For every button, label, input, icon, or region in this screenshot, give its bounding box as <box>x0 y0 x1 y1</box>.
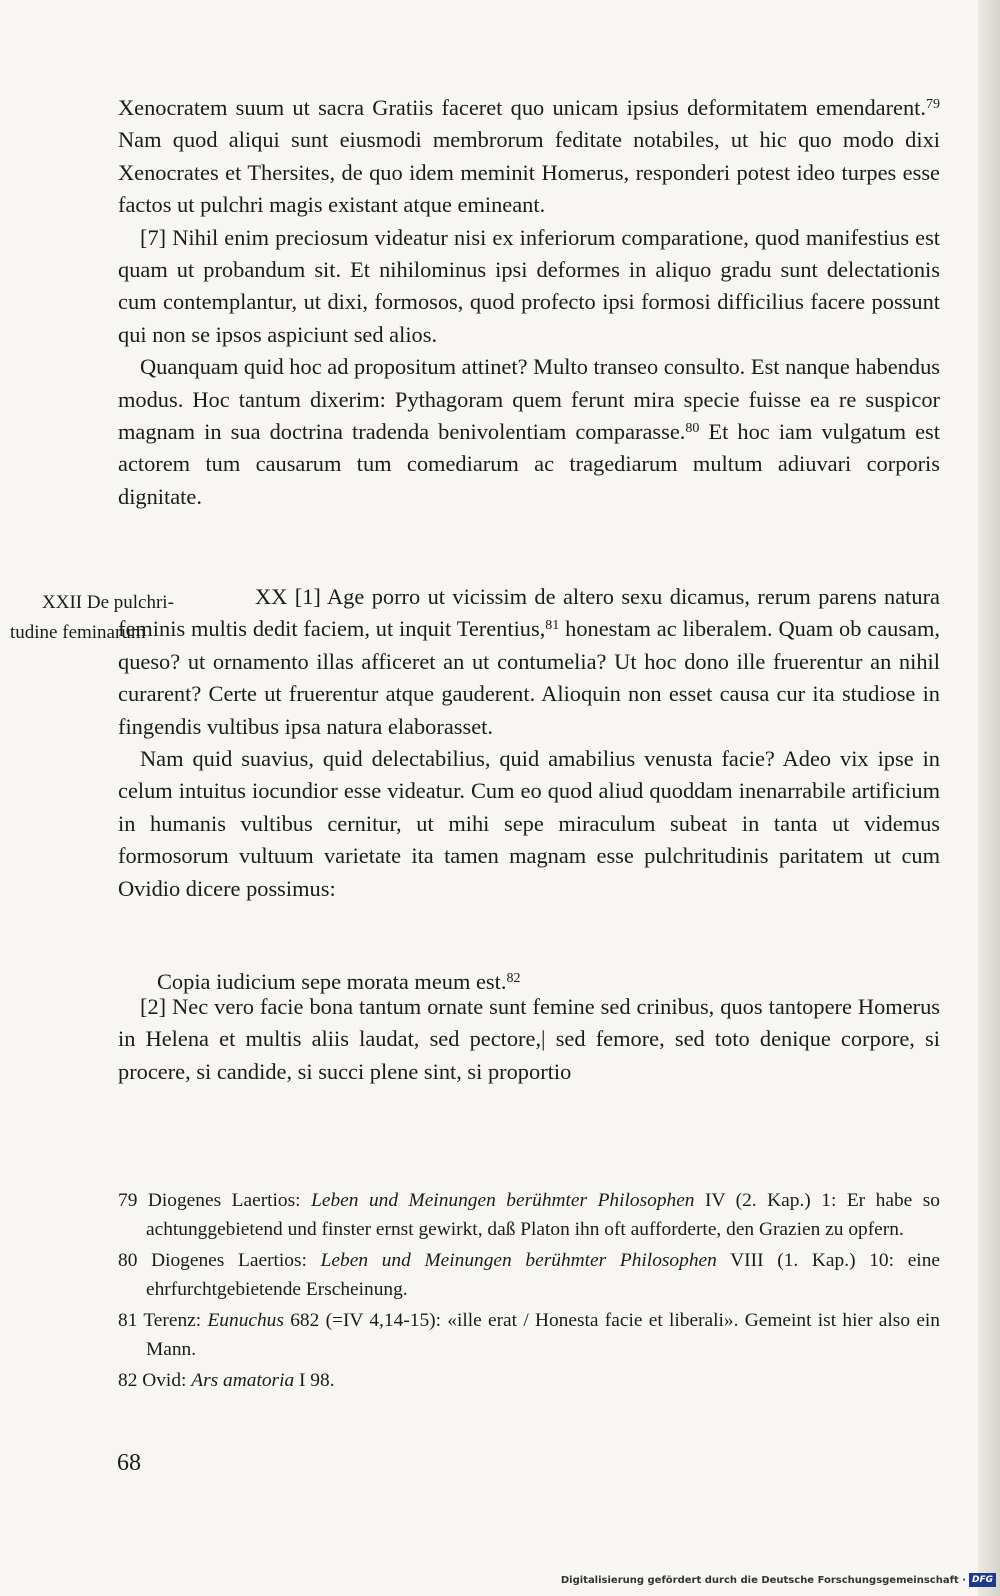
footnote-text: Diogenes Laertios: <box>137 1250 321 1271</box>
main-text-block-3 <box>118 991 940 1088</box>
verse-text: Copia iudicium sepe morata meum est. <box>157 969 507 994</box>
footnote <box>118 1366 940 1395</box>
footnote-number: 80 <box>118 1250 138 1271</box>
footnote-text: 682 (=IV 4,14-15): «ille erat / Honesta facie et liberali». Gemeint ist hier also ein Mann. <box>146 1310 941 1360</box>
work-title: Ars amatoria <box>191 1370 295 1391</box>
page-number: 68 <box>117 1450 141 1476</box>
paragraph <box>118 92 940 222</box>
digitization-credit: Digitalisierung gefördert durch die Deutsche Forschungsgemeinschaft · <box>560 1575 966 1586</box>
paragraph-text: [2] Nec vero facie bona tantum ornate sunt femine sed crinibus, quos tantopere Homerus in Helena et multis aliis laudat, sed pectore,| sed femore, sed toto denique corpore, si procere, si candide, si succi plene sint, si proportio <box>118 994 940 1084</box>
footnote-number: 79 <box>118 1190 138 1211</box>
footnote <box>118 1306 940 1364</box>
margin-note-line-1: XXII De pulchri- <box>42 592 174 613</box>
paragraph <box>118 222 940 352</box>
paragraph-text: honestam ac liberalem. Quam ob causam, queso? ut ornamento illas afficeret an ut contumelia? Ut hoc dono ille fruerentur an nihil curarent? Certe ut fruerentur atque gauderent. Alioquin non esset causa cur ita studiose in fingendis vultibus ipsa natura elaborasset. <box>118 616 940 739</box>
footnote-ref: 81 <box>545 618 560 634</box>
work-title: Eunuchus <box>207 1310 284 1331</box>
footnote-text: IV (2. Kap.) 1: Er habe so achtunggebietend und finster ernst gewirkt, daß Platon ihn oft aufforderte, den Grazien zu opfern. <box>146 1190 940 1240</box>
paragraph <box>118 991 940 1088</box>
paragraph <box>118 351 940 513</box>
footnote <box>118 1246 940 1304</box>
paragraph <box>118 581 940 743</box>
footnote-text: Ovid: <box>137 1370 192 1391</box>
paragraph-text: [7] Nihil enim preciosum videatur nisi ex inferiorum comparatione, quod manifestius est quam ut probandum sit. Et nihilominus ipsi deformes in aliquo gradu sunt delectationis cum contemplantur, ut dixi, formosos, quod profecto ipsi formosi difficilius facere possunt qui non se ipsos aspiciunt sed alios. <box>118 224 940 347</box>
footnote-number: 82 <box>118 1370 138 1391</box>
dfg-logo: DFG <box>969 1573 996 1587</box>
margin-note-line-2: tudine feminarum <box>10 622 146 643</box>
work-title: Leben und Meinungen berühmter Philosophen <box>320 1250 717 1271</box>
paragraph-text: Xenocratem suum ut sacra Gratiis faceret quo unicam ipsius deformitatem emendarent. <box>118 95 926 120</box>
paragraph-text: Nam quod aliqui sunt eiusmodi membrorum feditate notabiles, ut hic quo modo dixi Xenocrates et Thersites, de quo idem meminit Homerus, responderi potest ideo turpes esse factos ut pulchri magis existant atque emineant. <box>118 127 940 218</box>
footnote-text: VIII (1. Kap.) 10: eine ehrfurchtgebietende Erscheinung. <box>146 1250 940 1300</box>
footnote-ref: 79 <box>926 97 940 112</box>
footnote-number: 81 <box>118 1310 138 1331</box>
footnote <box>118 1186 940 1244</box>
paragraph <box>118 743 940 905</box>
main-text-block-2 <box>118 581 940 905</box>
paragraph-text: XX [1] Age porro ut vicissim de altero sexu dicamus, rerum parens natura feminis multis dedit faciem, ut inquit Terentius, <box>118 584 940 642</box>
work-title: Leben und Meinungen berühmter Philosophen <box>311 1190 695 1211</box>
footnote-text: I 98. <box>294 1370 335 1391</box>
paragraph-text: Et hoc iam vulgatum est actorem tum causarum tum comediarum ac tragediarum multum adiuvari corporis dignitate. <box>118 419 940 509</box>
page-edge-shadow <box>978 0 1000 1596</box>
footnotes <box>118 1186 940 1397</box>
paragraph-text: Nam quid suavius, quid delectabilius, quid amabilius venusta facie? Adeo vix ipse in celum intuitus iocundior esse videatur. Cum eo quod aliud quoddam inenarrabile artificium in humanis vultibus cernitur, ut mihi sepe miraculum subeat in tanta ut videmus formosorum vultuum varietate ita tamen magnam esse pulchritudinis paritatem ut cum Ovidio dicere possimus: <box>118 746 940 901</box>
footnote-ref: 80 <box>685 421 700 437</box>
footnote-text: Terenz: <box>137 1310 208 1331</box>
footnote-ref: 82 <box>506 971 521 986</box>
main-text-block-1 <box>118 92 940 513</box>
footnote-text: Diogenes Laertios: <box>137 1190 312 1211</box>
paragraph-text: Quanquam quid hoc ad propositum attinet? Multo transeo consulto. Est nanque habendus modus. Hoc tantum dixerim: Pythagoram quem ferunt mira specie fuisse ea re suspicor magnam in sua doctrina tradenda benivolentiam comparasse. <box>118 354 940 445</box>
